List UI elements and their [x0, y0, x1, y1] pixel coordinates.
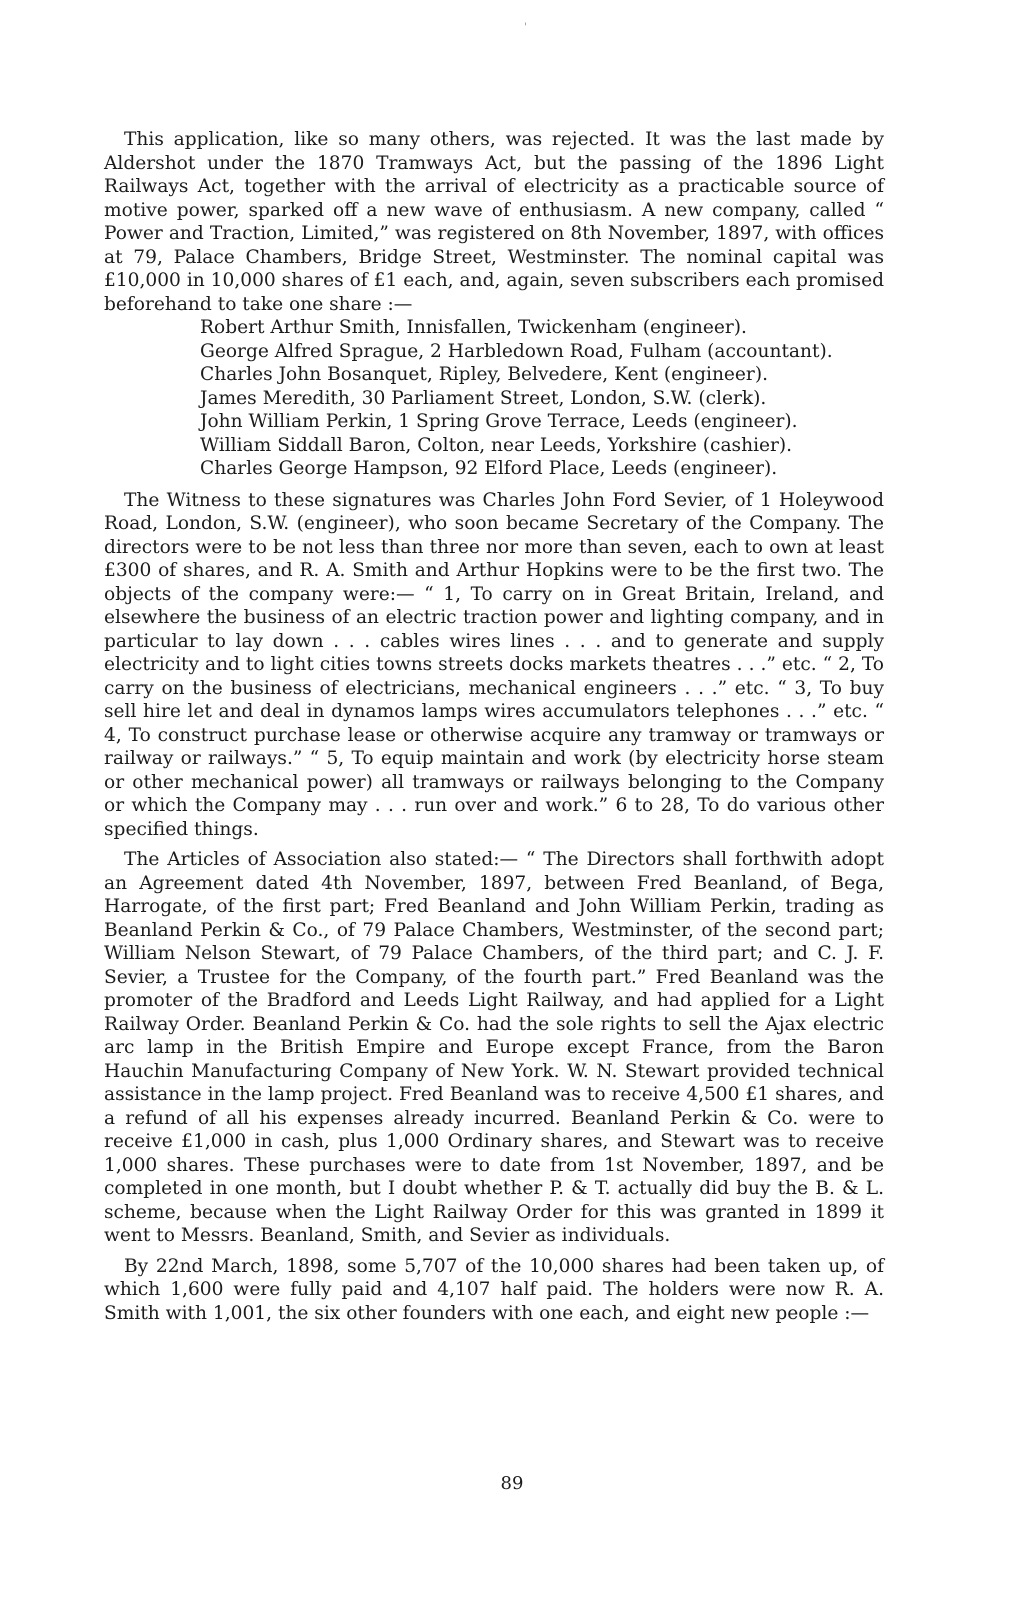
subscriber-item: John William Perkin, 1 Spring Grove Terrace, Leeds (engineer).: [200, 411, 798, 432]
subscriber-item: William Siddall Baron, Colton, near Leeds, Yorkshire (cashier).: [200, 434, 793, 456]
paragraph-witness: The Witness to these signatures was Charles John Ford Sevier, of 1 Holeywood Road, London, S.W. (engineer), who soon became Secretary of the Company. The directors were to be not less than three nor more than seven, each to own at least £300 of shares, and R. A. Smith and Arthur Hopkins were to be the first two. The objects of the company were:— “ 1, To carry on in Great Britain, Ireland, and elsewhere the business of an electric traction power and lighting company, and in particular to lay down . . . cables wires lines . . . and to generate and supply electricity and to light cities towns streets docks markets theatres . . .” etc. “ 2, To carry on the business of electricians, mechanical engineers . . .” etc. “ 3, To buy sell hire let and deal in dynamos lamps wires accumulators telephones . . .” etc. “ 4, To construct purchase lease or otherwise acquire any tramway or tramways or railway or railways.” “ 5, To equip maintain and work (by electricity horse steam or other mechanical power) all tramways or railways belonging to the Company or which the Company may . . . run over and work.” 6 to 28, To do various other specified things.: [104, 489, 884, 840]
paragraph-shares: By 22nd March, 1898, some 5,707 of the 10,000 shares had been taken up, of which 1,600 were fully paid and 4,107 half paid. The holders were now R. A. Smith with 1,001, the six other founders with one each, and eight new people :—: [104, 1255, 884, 1324]
subscriber-item: Charles George Hampson, 92 Elford Place, Leeds (engineer).: [200, 458, 778, 479]
page-number: 89: [500, 1473, 524, 1494]
subscriber-item: Charles John Bosanquet, Ripley, Belvedere, Kent (engineer).: [200, 364, 768, 385]
subscriber-item: George Alfred Sprague, 2 Harbledown Road, Fulham (accountant).: [200, 340, 833, 362]
subscriber-item: James Meredith, 30 Parliament Street, London, S.W. (clerk).: [200, 387, 767, 409]
page-mark: ': [524, 22, 527, 33]
paragraph-application-rejected: This application, like so many others, was rejected. It was the last made by Aldershot under the 1870 Tramways Act, but the passing of the 1896 Light Railways Act, together with the arrival of electricity as a practicable source of motive power, sparked off a new wave of enthusiasm. A new company, called “ Power and Traction, Limited,” was registered on 8th November, 1897, with offices at 79, Palace Chambers, Bridge Street, Westminster. The nominal capital was £10,000 in 10,000 shares of £1 each, and, again, seven subscribers each promised beforehand to take one share :—: [104, 129, 884, 315]
body-text: [104, 128, 884, 1325]
subscriber-list: [200, 316, 884, 481]
paragraph-articles: The Articles of Association also stated:— “ The Directors shall forthwith adopt an Agreement dated 4th November, 1897, between Fred Beanland, of Bega, Harrogate, of the first part; Fred Beanland and John William Perkin, trading as Beanland Perkin & Co., of 79 Palace Chambers, Westminster, of the second part; William Nelson Stewart, of 79 Palace Chambers, of the third part; and C. J. F. Sevier, a Trustee for the Company, of the fourth part.” Fred Beanland was the promoter of the Bradford and Leeds Light Railway, and had applied for a Light Railway Order. Beanland Perkin & Co. had the sole rights to sell the Ajax electric arc lamp in the British Empire and Europe except France, from the Baron Hauchin Manufacturing Company of New York. W. N. Stewart provided technical assistance in the lamp project. Fred Beanland was to receive 4,500 £1 shares, and a refund of all his expenses already incurred. Beanland Perkin & Co. were to receive £1,000 in cash, plus 1,000 Ordinary shares, and Stewart was to receive 1,000 shares. These purchases were to date from 1st November, 1897, and be completed in one month, but I doubt whether P. & T. actually did buy the B. & L. scheme, because when the Light Railway Order for this was granted in 1899 it went to Messrs. Beanland, Smith, and Sevier as individuals.: [104, 849, 884, 1246]
subscriber-item: Robert Arthur Smith, Innisfallen, Twickenham (engineer).: [200, 317, 747, 338]
